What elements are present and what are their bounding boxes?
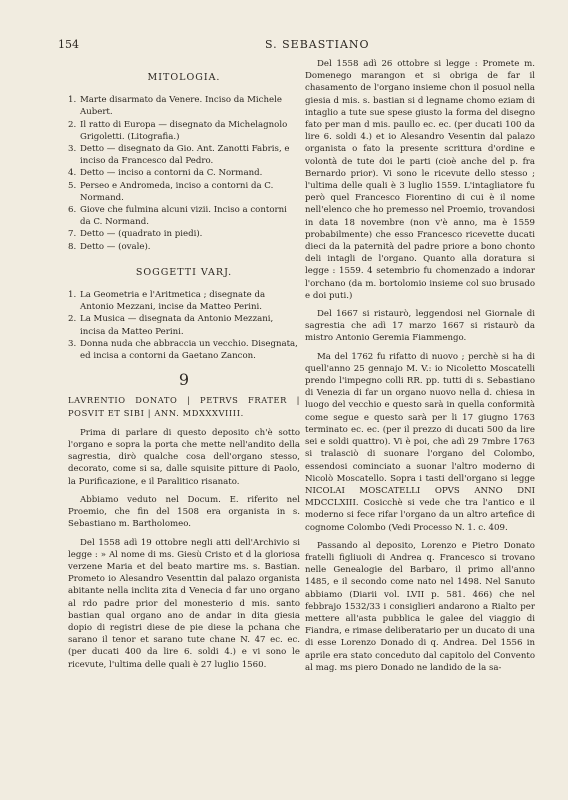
- paragraph: Del 1558 adì 26 ottobre si legge : Promete m. Domenego marangon et si obriga de far il chasamento de l'organo insieme chon il posuol nella giesia d mis. s. bastian si d legname chomo eziam di intaglio a tute sue spese giusto la forma del disegno fato per man d mis. paullo ec. ec. (per ducati 100 da lire 6. soldi 4.) et io Alesandro Vesentin dal palazo organista o fato la presente scrittura d'ordine e volontà de tute doi le parti (cioè anche del p. fra Bernardo prior). Vi sono le ricevute dello stesso ; l'ultima delle quali è 3 luglio 1559. L'intagliatore fu però quel Francesco Fiorentino di cui è il nome nell'elenco che ho premesso nel Proemio, trovandosi in data 18 novembre (non v'è anno, ma è 1559 probabilmente) che esso Francesco ricevette ducati dieci da la paternità del padre priore a bono chonto deli intagli de l'organo. Quanto alla doratura si legge : 1559. 4 setembrio fu chomenzado a indorar l'orchano (da m. bortolomio insieme col suo brusado e doi puti.): [305, 59, 535, 301]
- paragraph: Ma del 1762 fu rifatto di nuovo ; perchè si ha di quell'anno 25 gennajo M. V.: io Nicoletto Moscatelli prendo l'impegno colli RR. pp. tutti di s. Sebastiano di Venezia di far un organo nuovo nella d. chiesa in luogo del vecchio e questo sarà in quella conformità come segue e questo sarà per li 17 giugno 1763 terminato ec. ec. (per il prezzo di ducati 500 da lire sei e soldi quattro). Vi è poi, che adì 29 7mbre 1763 si tralasciò di suonare l'organo del Colombo, essendosi cominciato a suonar l'altro moderno di Nicolò Moscatello. Sopra i tasti dell'organo si legge NICOLAI MOSCATELLI OPVS ANNO DNI MDCCLXIII. Cosicchè si vede che tra l'antico e il moderno si fece rifar l'organo da un altro artefice di cognome Colombo (Vedi Processo N. 1. c. 409.: [305, 351, 535, 533]
- page-number: 154: [58, 38, 79, 51]
- paragraph: Passando al deposito, Lorenzo e Pietro Donato fratelli figliuoli di Andrea q. Francesco si trovano nelle Genealogie del Barbaro, il primo all'anno 1485, e il secondo come nato nel 1498. Nel Sanuto abbiamo (Diarii vol. LVII p. 581. 466) che nel febbrajo 1532/33 i consiglieri andarono a Rialto per mettere all'asta pubblica le galee del viaggio di Fiandra, e rimase deliberatario per un ducato di una di esse Lorenzo Donado di q. Andrea. Del 1556 in aprile era stato conceduto dal capitolo del Convento al mag. ms piero Donado ne landido de la sa-: [305, 540, 535, 673]
- list-item: 3. Donna nuda che abbraccia un vecchio. Disegnata, ed incisa a contorni da Gaetano Zancon.: [68, 338, 298, 362]
- running-head: S. SEBASTIANO: [265, 38, 370, 51]
- right-column: [305, 58, 535, 680]
- list-item: 7. Detto — (quadrato in piedi).: [68, 229, 203, 240]
- list-item: 1. La Geometria e l'Aritmetica ; disegnate da Antonio Mezzani, incise da Matteo Perini.: [68, 290, 266, 313]
- list-item: 2. La Musica — disegnata da Antonio Mezzani, incisa da Matteo Perini.: [68, 314, 274, 337]
- soggetti-list: [68, 289, 300, 362]
- list-item: 4. Detto — inciso a contorni da C. Normand.: [68, 168, 263, 179]
- mitologia-list: [68, 94, 300, 253]
- paragraph: Prima di parlare di questo deposito ch'è sotto l'organo e sopra la porta che mette nell'andito della sagrestia, dirò qualche cosa dell'organo stesso, decorato, come si sa, dalle squisite pitture di Paolo, la Purificazione, e il Paralitico risanato.: [68, 427, 300, 487]
- list-item: 2. Il ratto di Europa — disegnato da Michelagnolo Grigoletti. (Litografia.): [68, 119, 288, 142]
- paragraph: Abbiamo veduto nel Docum. E. riferito nel Proemio, che fin del 1508 era organista in s. Sebastiano m. Bartholomeo.: [68, 494, 300, 530]
- page-header: [0, 38, 568, 54]
- section-title-soggetti: SOGGETTI VARJ.: [135, 266, 233, 278]
- list-item: 6. Giove che fulmina alcuni vizii. Inciso a contorni da C. Normand.: [68, 205, 287, 228]
- list-item: 3. Detto — disegnato da Gio. Ant. Zanotti Fabris, e inciso da Francesco dal Pedro.: [68, 144, 290, 167]
- section-number: 9: [178, 370, 190, 390]
- list-item: 5. Perseo e Andromeda, inciso a contorni da C. Normand.: [68, 180, 274, 203]
- paragraph: Del 1667 si ristaurò, leggendosi nel Giornale di sagrestia che adì 17 marzo 1667 si ristaurò da mistro Antonio Geremia Fiammengo.: [305, 309, 535, 344]
- list-item: 8. Detto — (ovale).: [68, 241, 151, 252]
- list-item: 1. Marte disarmato da Venere. Inciso da Michele Aubert.: [68, 95, 282, 118]
- paragraph: Del 1558 adì 19 ottobre negli atti dell'Archivio si legge : » Al nome di ms. Giesù Cristo et d la gloriosa verzene Maria et del beato martire ms. s. Bastian. Prometo io Alesandro Vesenttin dal palazo organista abitante nella inclita zita d Venecia d far uno organo al rdo padre prior del monesterio d mis. santo bastian qual organo ano de andar in dita giesia dopio di registri diese de pie diese la pchana che sarano il tenor et sarano tute chane N. 47 ec. ec. (per ducati 400 da lire 6. soldi 4.) e vi sono le ricevute, l'ultima delle quali è 27 luglio 1560.: [68, 537, 300, 670]
- inscription: LAVRENTIO DONATO | PETRVS FRATER | POSVIT ET SIBI | ANN. MDXXXVIIII.: [68, 395, 300, 418]
- section-title-mitologia: MITOLOGIA.: [147, 72, 221, 83]
- left-column: [68, 58, 300, 677]
